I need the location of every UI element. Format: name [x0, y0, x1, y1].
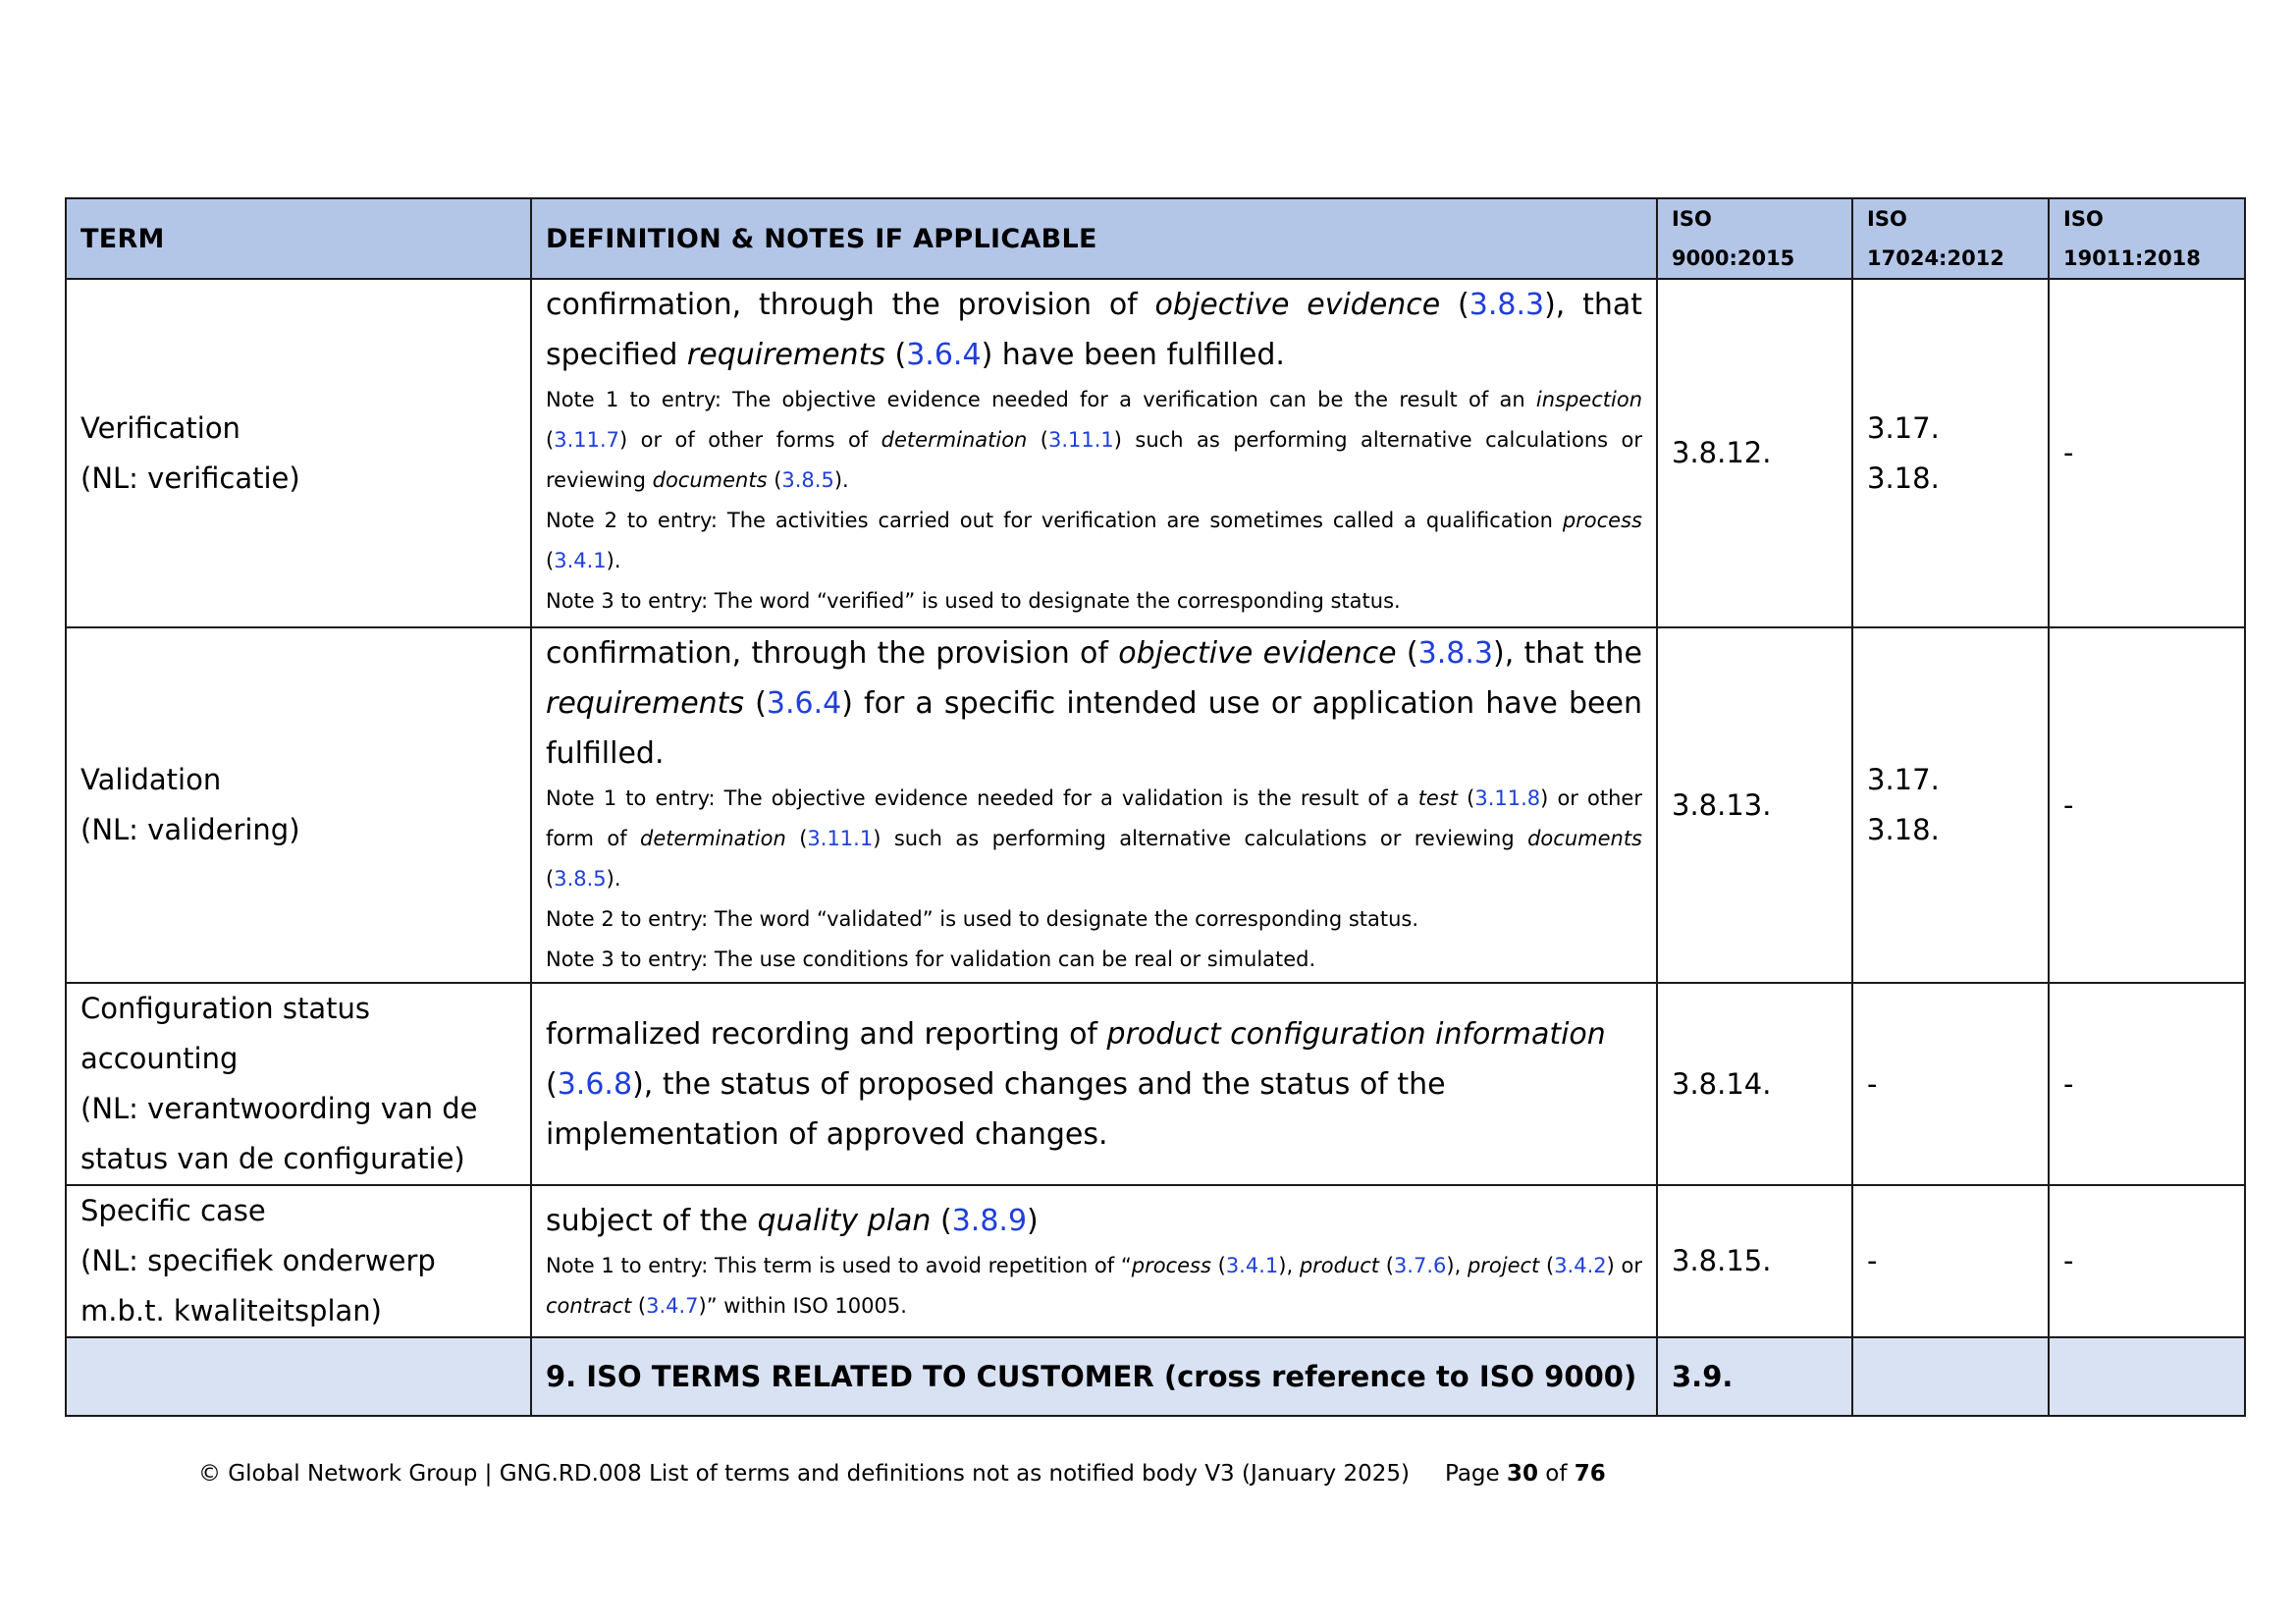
reference-link[interactable]: 3.6.8 — [557, 1066, 633, 1102]
header-definition: DEFINITION & NOTES IF APPLICABLE — [531, 198, 1657, 279]
header-iso-17024: ISO 17024:2012 — [1852, 198, 2049, 279]
reference-link[interactable]: 3.11.8 — [1474, 786, 1541, 810]
iso-19011-ref: - — [2049, 983, 2245, 1185]
iso-19011-ref: - — [2049, 279, 2245, 627]
section-empty-cell — [2049, 1337, 2245, 1416]
term-verification: Verification (NL: verificatie) — [66, 279, 531, 627]
header-iso-19011: ISO 19011:2018 — [2049, 198, 2245, 279]
table-row — [66, 279, 2245, 627]
term-validation: Validation (NL: validering) — [66, 627, 531, 983]
table-row — [66, 983, 2245, 1185]
page-footer — [198, 1461, 1606, 1487]
definition-verification: confirmation, through the provision of objective evidence (3.8.3), that specified requirements (3.6.4) have been fulfilled. Note 1 to entry: The objective evidence needed for a verification can be the result of an inspection (3.11.7) or of other forms of determination (3.11.1) such as performing alternative calculations or reviewing documents (3.8.5). Note 2 to entry: The activities carried out for verification are sometimes called a qualification process (3.4.1). Note 3 to entry: The word “verified” is used to designate the corresponding status. — [531, 279, 1657, 627]
section-empty-cell — [1852, 1337, 2049, 1416]
reference-link[interactable]: 3.4.7 — [646, 1294, 699, 1318]
section-title: 9. ISO TERMS RELATED TO CUSTOMER (cross reference to ISO 9000) — [531, 1337, 1657, 1416]
iso-17024-ref: 3.17. 3.18. — [1852, 279, 2049, 627]
reference-link[interactable]: 3.8.9 — [951, 1204, 1028, 1238]
header-iso-9000: ISO 9000:2015 — [1657, 198, 1852, 279]
reference-link[interactable]: 3.11.1 — [1048, 428, 1114, 452]
reference-link[interactable]: 3.11.7 — [554, 428, 619, 452]
table-row — [66, 1185, 2245, 1337]
iso-9000-ref: 3.8.13. — [1657, 627, 1852, 983]
section-header-row — [66, 1337, 2245, 1416]
section-empty-cell — [66, 1337, 531, 1416]
reference-link[interactable]: 3.4.1 — [554, 549, 607, 572]
reference-link[interactable]: 3.7.6 — [1393, 1254, 1447, 1277]
reference-link[interactable]: 3.6.4 — [766, 686, 842, 721]
reference-link[interactable]: 3.4.2 — [1554, 1254, 1607, 1277]
iso-9000-ref: 3.8.15. — [1657, 1185, 1852, 1337]
reference-link[interactable]: 3.6.4 — [906, 338, 982, 372]
iso-19011-ref: - — [2049, 627, 2245, 983]
definition-configuration-status-accounting: formalized recording and reporting of product configuration information (3.6.8), the status of proposed changes and the status of the implementation of approved changes. — [531, 983, 1657, 1185]
section-iso-9000-ref: 3.9. — [1657, 1337, 1852, 1416]
header-term: TERM — [66, 198, 531, 279]
reference-link[interactable]: 3.8.5 — [781, 468, 834, 492]
reference-link[interactable]: 3.11.1 — [807, 827, 874, 850]
terms-table — [65, 197, 2246, 1417]
definition-validation: confirmation, through the provision of objective evidence (3.8.3), that the requirements (3.6.4) for a specific intended use or application have been fulfilled. Note 1 to entry: The objective evidence needed for a validation is the result of a test (3.11.8) or other form of determination (3.11.1) such as performing alternative calculations or reviewing documents (3.8.5). Note 2 to entry: The word “validated” is used to designate the corresponding status. Note 3 to entry: The use conditions for validation can be real or simulated. — [531, 627, 1657, 983]
footer-text: © Global Network Group | GNG.RD.008 List of terms and definitions not as notified body V3 (January 2025) — [198, 1461, 1410, 1487]
iso-9000-ref: 3.8.12. — [1657, 279, 1852, 627]
page-number: Page 30 of 76 — [1444, 1461, 1606, 1487]
table-row — [66, 627, 2245, 983]
iso-19011-ref: - — [2049, 1185, 2245, 1337]
reference-link[interactable]: 3.8.3 — [1417, 636, 1493, 671]
table-header-row — [66, 198, 2245, 279]
reference-link[interactable]: 3.8.5 — [554, 867, 607, 891]
term-specific-case: Specific case (NL: specifiek onderwerp m.b.t. kwaliteitsplan) — [66, 1185, 531, 1337]
reference-link[interactable]: 3.4.1 — [1225, 1254, 1279, 1277]
iso-17024-ref: - — [1852, 983, 2049, 1185]
term-configuration-status-accounting: Configuration status accounting (NL: verantwoording van de status van de configuratie) — [66, 983, 531, 1185]
iso-9000-ref: 3.8.14. — [1657, 983, 1852, 1185]
iso-17024-ref: 3.17. 3.18. — [1852, 627, 2049, 983]
definition-specific-case: subject of the quality plan (3.8.9) Note 1 to entry: This term is used to avoid repetition of “process (3.4.1), product (3.7.6), project (3.4.2) or contract (3.4.7)” within ISO 10005. — [531, 1185, 1657, 1337]
iso-17024-ref: - — [1852, 1185, 2049, 1337]
reference-link[interactable]: 3.8.3 — [1468, 288, 1545, 322]
